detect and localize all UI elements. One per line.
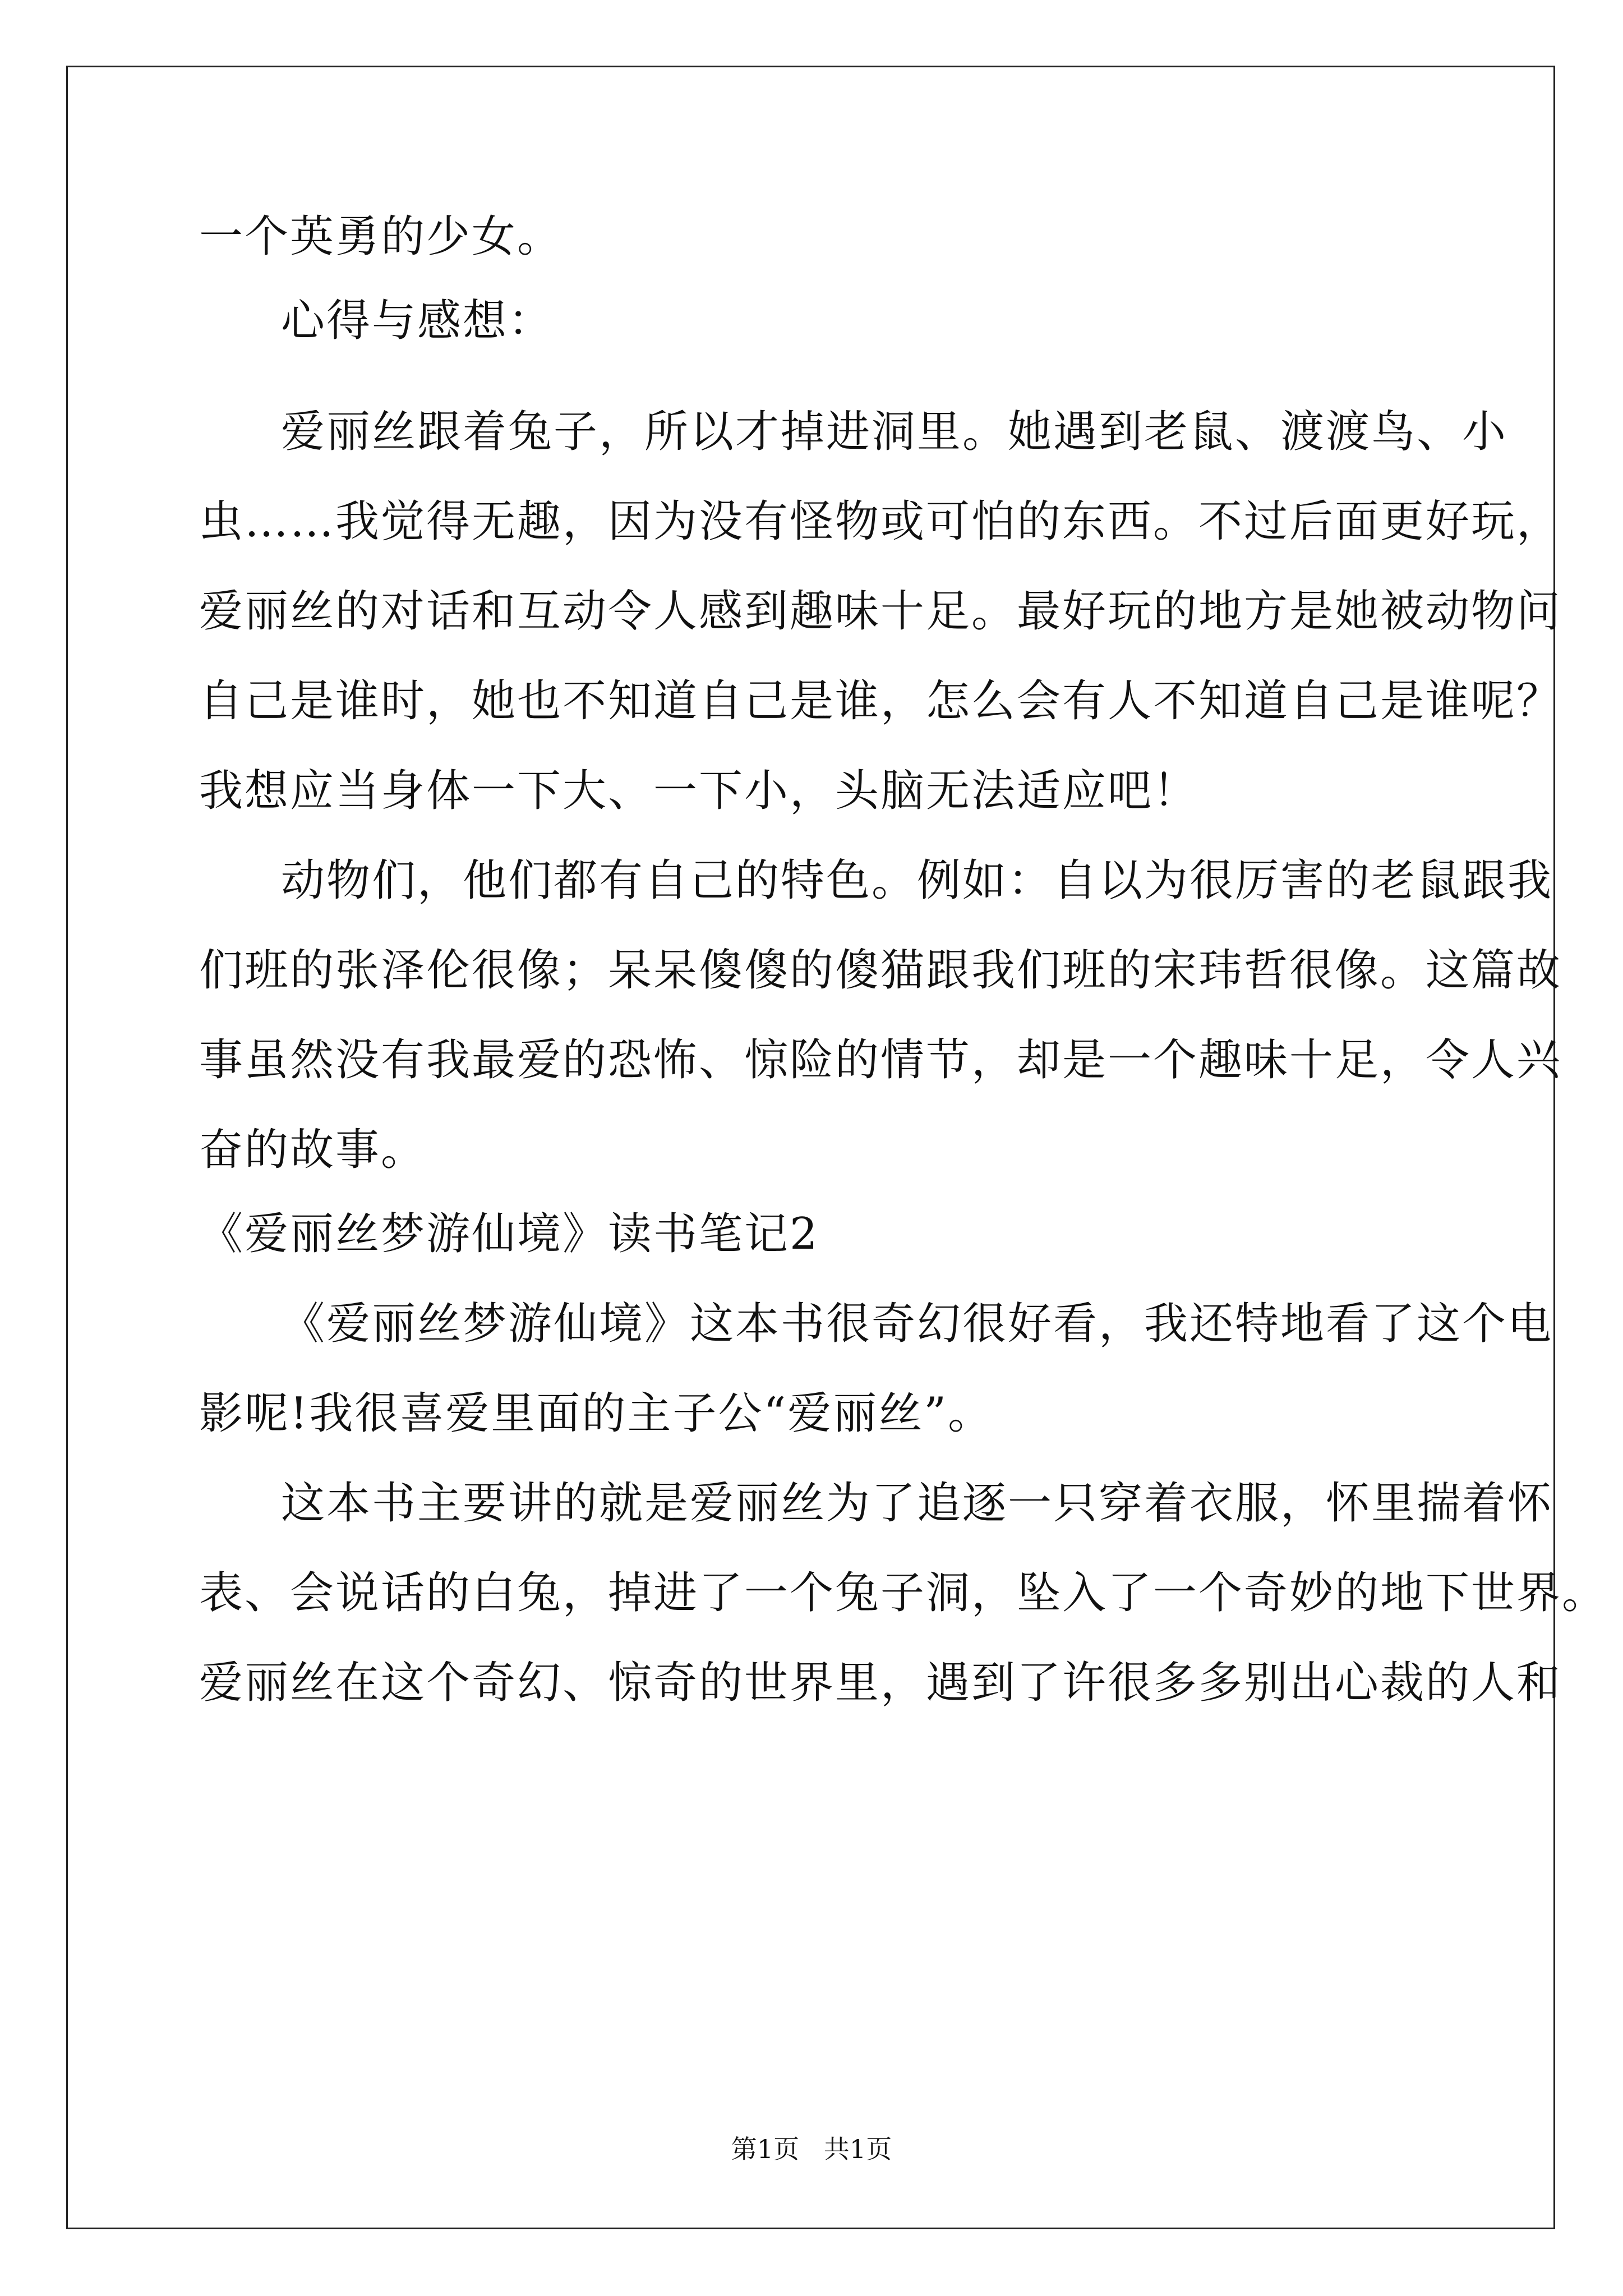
text-line: 奋的故事。: [199, 1125, 427, 1175]
text-line: 表、会说话的白兔，掉进了一个兔子洞，坠入了一个奇妙的地下世界。: [199, 1568, 1608, 1618]
text-line: 虫……我觉得无趣，因为没有怪物或可怕的东西。不过后面更好玩，: [199, 496, 1562, 547]
page-footer: 第1页 共1页: [731, 2134, 892, 2164]
text-line: 们班的张泽伦很像；呆呆傻傻的傻猫跟我们班的宋玮哲很像。这篇故: [199, 945, 1562, 996]
text-line: 《爱丽丝梦游仙境》这本书很奇幻很好看，我还特地看了这个电: [281, 1299, 1553, 1349]
text-line: 这本书主要讲的就是爱丽丝为了追逐一只穿着衣服，怀里揣着怀: [281, 1478, 1553, 1529]
text-line: 动物们，他们都有自己的特色。例如：自以为很厉害的老鼠跟我: [281, 855, 1553, 906]
text-line: 爱丽丝的对话和互动令人感到趣味十足。最好玩的地方是她被动物问: [199, 586, 1562, 637]
text-line: 爱丽丝在这个奇幻、惊奇的世界里，遇到了许很多多别出心裁的人和: [199, 1658, 1562, 1708]
section-title: 《爱丽丝梦游仙境》读书笔记2: [199, 1209, 819, 1259]
text-line: 自己是谁时，她也不知道自己是谁，怎么会有人不知道自己是谁呢？: [199, 676, 1562, 726]
text-line: 我想应当身体一下大、一下小，头脑无法适应吧！: [199, 766, 1199, 816]
text-line: 一个英勇的少女。: [199, 211, 563, 262]
text-line: 爱丽丝跟着兔子，所以才掉进洞里。她遇到老鼠、渡渡鸟、小: [281, 407, 1508, 457]
section-heading: 心得与感想：: [281, 296, 554, 346]
text-line: 影呢!我很喜爱里面的主子公“爱丽丝”。: [199, 1388, 994, 1439]
text-line: 事虽然没有我最爱的恐怖、惊险的情节，却是一个趣味十足，令人兴: [199, 1035, 1562, 1085]
